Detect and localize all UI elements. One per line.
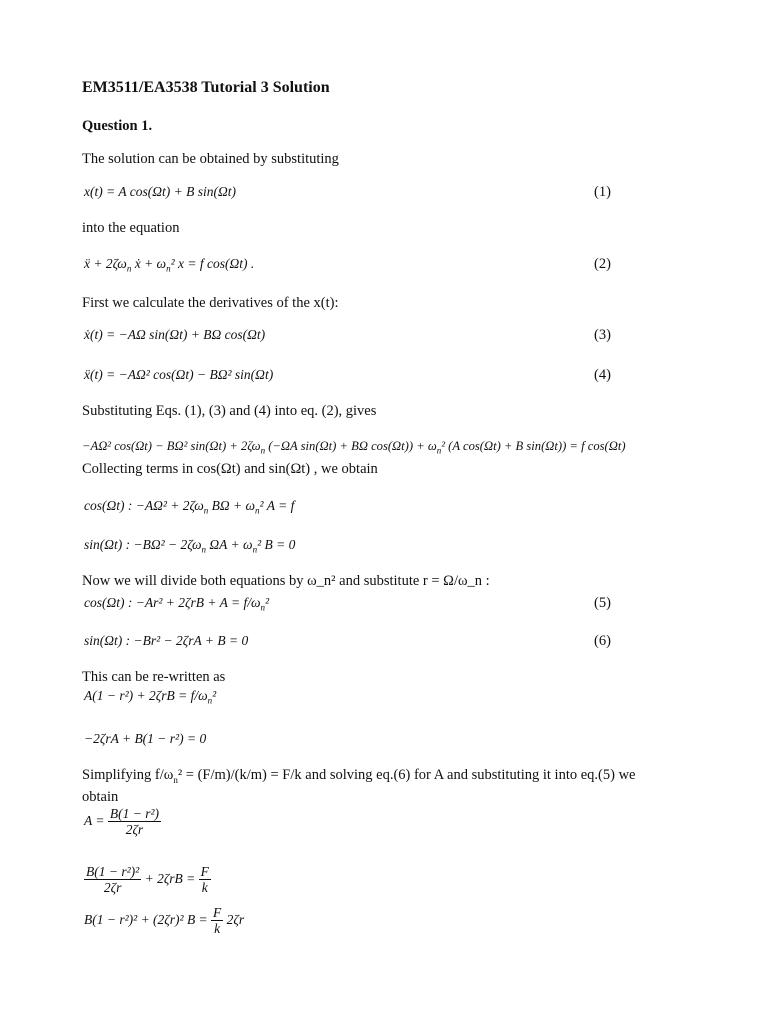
equation-6: sin(Ωt) : −Br² − 2ζrA + B = 0 xyxy=(84,633,249,648)
paragraph-4: Substituting Eqs. (1), (3) and (4) into eq. (2), gives xyxy=(82,403,377,419)
equation-number-4: (4) xyxy=(594,367,611,383)
equation-2: ẍ + $2\zeta\omega_n$ ẋ + $\omega_n^2$ x = f cos(Ωt) . xyxy=(84,256,255,274)
paragraph-2: into the equation xyxy=(82,220,180,236)
question-heading: Question 1. xyxy=(82,118,153,134)
equation-9: $\frac{\text{B(1 − r²)²}}{2\zeta r}$ + 2ζrB = $\frac{F}{k}$ xyxy=(86,864,209,895)
paragraph-6: Now we will divide both equations by ω_n² and substitute r = Ω/ω_n : xyxy=(82,573,490,589)
equation-4: ẍ(t) = −AΩ² cos(Ωt) − BΩ² sin(Ωt) xyxy=(84,367,274,382)
equation-cos-terms: cos(Ωt) : $-A\Omega^2 + 2\zeta\omega_n$ $B\Omega + \omega_n^2$ A = f xyxy=(84,498,295,516)
paragraph-3: First we calculate the derivatives of the x(t): xyxy=(82,295,339,311)
equation-1: x(t) = A cos(Ωt) + B sin(Ωt) xyxy=(84,184,236,199)
equation-number-2: (2) xyxy=(594,256,611,272)
equation-8: A = $\frac{\text{B(1 − r²)}}{2\zeta r}$ xyxy=(84,806,160,837)
equation-sin-terms: sin(Ωt) : $-B\Omega^2 - 2\zeta\omega_n$ $\Omega A + \omega_n^2$ B = 0 xyxy=(84,537,296,555)
equation-number-3: (3) xyxy=(594,327,611,343)
paragraph-7: This can be re-written as xyxy=(82,669,226,685)
equation-5: cos(Ωt) : $-Ar^2 + 2\zeta rB + A = f/\omega_n^2$ xyxy=(84,595,270,613)
paragraph-8-continued: obtain xyxy=(82,789,119,805)
paragraph-8: Simplifying $f/\omega_n^2 = (F/m)/(k/m) = F/k$ and solving eq.(6) for A and substituting it into eq.(5) we xyxy=(82,767,636,785)
equation-number-1: (1) xyxy=(594,184,611,200)
paragraph-1: The solution can be obtained by substituting xyxy=(82,151,339,167)
paragraph-5: Collecting terms in cos(Ωt) and sin(Ωt) , we obtain xyxy=(82,461,378,477)
equation-substituted: −AΩ² cos(Ωt) − BΩ² $\sin(\Omega t) + 2\zeta\omega_n$ (−ΩA sin(Ωt) + BΩ $\cos(\Omega t)) + \omega_n^2$ (A cos(Ωt) + B sin(Ωt)) = f cos(Ωt) xyxy=(82,439,626,456)
document-title: EM3511/EA3538 Tutorial 3 Solution xyxy=(82,79,330,96)
equation-10: B(1 − r²)² + (2ζr)² B = $\frac{F}{k}$ 2ζr xyxy=(84,905,245,936)
equation-number-5: (5) xyxy=(594,595,611,611)
equation-number-6: (6) xyxy=(594,633,611,649)
equation-3: ẋ(t) = −AΩ sin(Ωt) + BΩ cos(Ωt) xyxy=(84,327,266,342)
equation-7a: $A(1 - r^2) + 2\zeta rB = f/\omega_n^2$ xyxy=(84,688,217,706)
equation-7b: −2ζrA + B(1 − r²) = 0 xyxy=(84,731,207,746)
